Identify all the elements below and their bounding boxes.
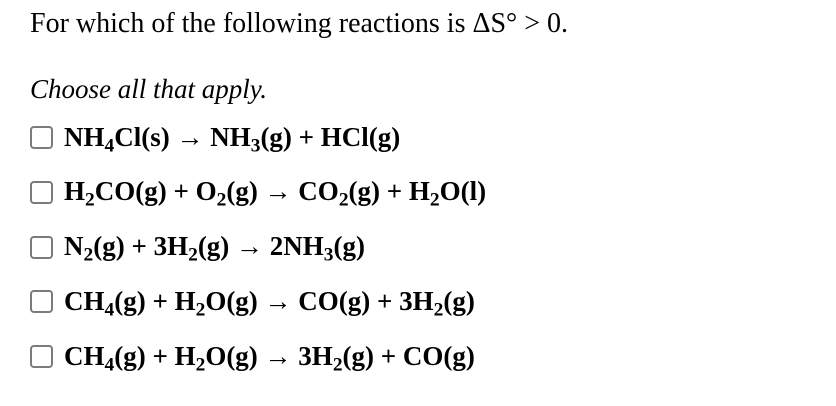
option-row[interactable] bbox=[30, 121, 826, 155]
option-row[interactable] bbox=[30, 175, 826, 209]
option-row[interactable] bbox=[30, 285, 826, 319]
instruction-text: Choose all that apply. bbox=[30, 74, 268, 104]
option-row[interactable] bbox=[30, 230, 826, 264]
option-equation: $H_2CO(g) + O_2(g) \to CO_2(g) + H_2O(l)$ bbox=[64, 176, 487, 211]
option-equation: $CH_4(g) + H_2O(g) \to CO(g) + 3H_2(g)$ bbox=[64, 285, 475, 321]
option-row[interactable] bbox=[30, 340, 826, 374]
option-equation: $CH_4(g) + H_2O(g) \to 3H_2(g) + CO(g)$ bbox=[64, 340, 475, 376]
option-checkbox[interactable] bbox=[30, 345, 53, 368]
option-checkbox[interactable] bbox=[30, 181, 53, 204]
option-checkbox[interactable] bbox=[30, 126, 53, 149]
options-list bbox=[30, 121, 826, 374]
option-checkbox[interactable] bbox=[30, 290, 53, 313]
question-text: For which of the following reactions is ΔS° > 0. bbox=[30, 8, 569, 39]
option-checkbox[interactable] bbox=[30, 236, 53, 259]
option-equation: $N_2(g) + 3H_2(g) \to 2NH_3(g)$ bbox=[64, 231, 365, 266]
option-equation: $NH_4Cl(s) \to NH_3(g) + HCl(g)$ bbox=[64, 121, 401, 157]
